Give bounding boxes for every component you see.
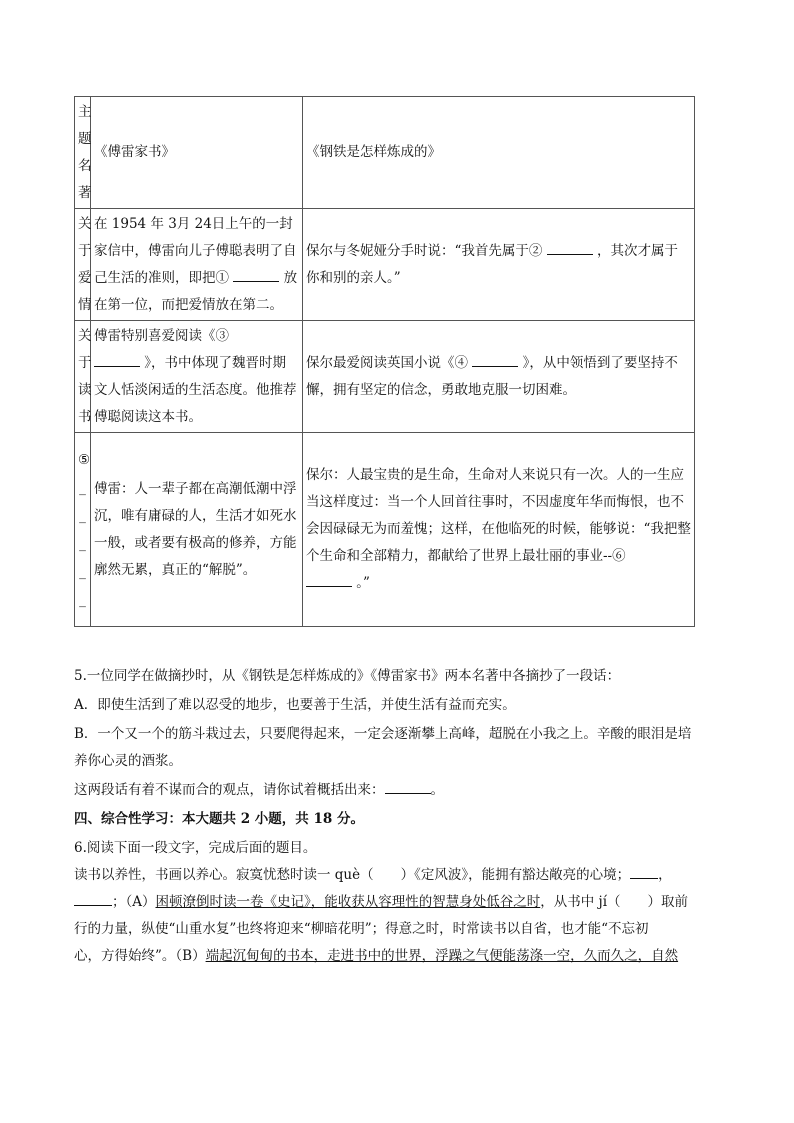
q6-blank-a[interactable] — [630, 864, 658, 879]
q5-option-b-line2: 养你心灵的酒浆。 — [74, 753, 182, 769]
q5-ask: 这两段话有着不谋而合的观点，请你试着概括出来： 。 — [74, 777, 724, 804]
row-life-steel: 保尔：人最宝贵的是生命，生命对人来说只有一次。人的一生应当这样度过：当一个人回首往事时，不因虚度年华而悔恨，也不会因碌碌无为而羞愧；这样，在他临死的时候，能够说：“我把整个生命和全部精力，都献给了世界上最壮丽的事业--⑥ 。” — [303, 433, 695, 627]
table-row-reading — [75, 321, 695, 433]
header-theme-cell: 主 题 名 著 — [75, 97, 91, 209]
q6-line2: ；（A）困顿潦倒时读一卷《史记》，能收获从容理性的智慧身处低谷之时，从书中 jí（ ）取前 — [74, 889, 724, 916]
comparison-table — [74, 96, 695, 627]
blank-2[interactable] — [547, 240, 593, 255]
table-row-love — [75, 209, 695, 321]
row-love-steel: 保尔与冬妮娅分手时说：“我首先属于② ，其次才属于你和别的亲人。” — [303, 209, 695, 321]
q6-line4: 心，方得始终”。（B）端起沉甸甸的书本，走进书中的世界，浮躁之气便能荡涤一空，久而久之，自然 — [74, 948, 679, 964]
q5-option-b-line1: B．一个又一个的筋斗栽过去，只要爬得起来，一定会逐渐攀上高峰，超脱在小我之上。辛酸的眼泪是培 — [74, 726, 692, 742]
q6-blank-b[interactable] — [74, 891, 112, 906]
row-love-theme: 关 于 爱 情 — [75, 209, 91, 321]
q5-stem: 5.一位同学在做摘抄时，从《钢铁是怎样炼成的》《傅雷家书》两本名著中各摘抄了一段话： — [74, 668, 621, 684]
row-life-fulei: 傅雷：人一辈子都在高潮低潮中浮沉，唯有庸碌的人，生活才如死水一般，或者要有极高的修养，方能廓然无累，真正的“解脱”。 — [91, 433, 303, 627]
table-row-life — [75, 433, 695, 627]
table-header-row — [75, 97, 695, 209]
section-4-heading: 四、综合性学习：本大题共 2 小题，共 18 分。 — [74, 811, 364, 827]
row-reading-theme: 关 于 读 书 — [75, 321, 91, 433]
q6-stem: 6.阅读下面一段文字，完成后面的题目。 — [74, 840, 317, 856]
row-reading-steel: 保尔最爱阅读英国小说《④ 》，从中领悟到了要坚持不懈，拥有坚定的信念，勇敢地克服一切困难。 — [303, 321, 695, 433]
q6-line3: 行的力量，纵使“山重水复”也终将迎来“柳暗花明”；得意之时，时常读书以自省，也才能“不忘初 — [74, 921, 649, 937]
row-life-theme-blank[interactable]: ⑤ _ _ _ _ _ — [75, 433, 91, 627]
row-reading-fulei: 傅雷特别喜爱阅读《③ 》，书中体现了魏晋时期文人恬淡闲适的生活态度。他推荐傅聪阅读这本书。 — [91, 321, 303, 433]
header-book-steel: 《钢铁是怎样炼成的》 — [303, 97, 695, 209]
questions-body — [74, 663, 724, 970]
q5-option-a: A．即使生活到了难以忍受的地步，也要善于生活，并使生活有益而充实。 — [74, 697, 516, 713]
blank-4[interactable] — [472, 352, 518, 367]
header-book-fulei: 《傅雷家书》 — [91, 97, 303, 209]
row-love-fulei: 在 1954 年 3月 24日上午的一封家信中，傅雷向儿子傅聪表明了自己生活的准则，即把① 放在第一位，而把爱情放在第二。 — [91, 209, 303, 321]
q5-answer-blank[interactable] — [385, 779, 431, 794]
q6-line1: 读书以养性，书画以养心。寂寞忧愁时读一 què（ ）《定风波》，能拥有豁达敞亮的心境； ， — [74, 862, 724, 889]
blank-3[interactable] — [94, 352, 140, 367]
blank-1[interactable] — [233, 267, 279, 282]
blank-6[interactable] — [306, 572, 352, 587]
